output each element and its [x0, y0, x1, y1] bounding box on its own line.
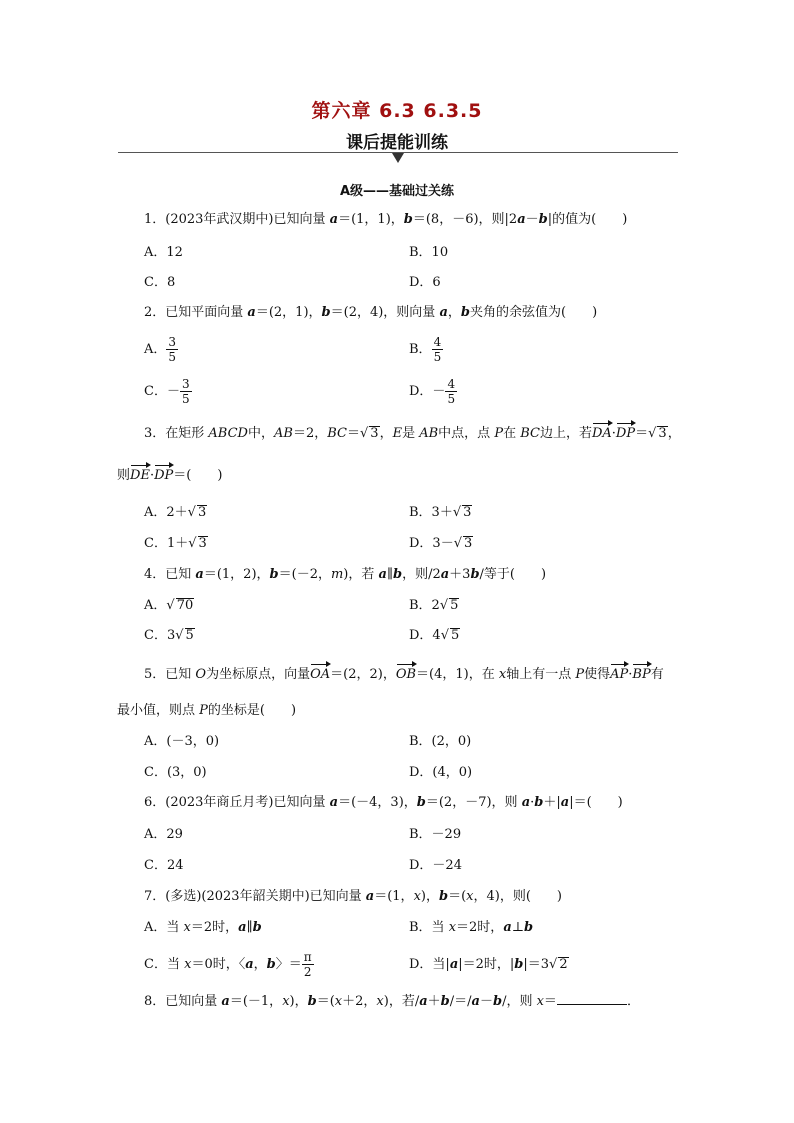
- question-1-option-c[interactable]: C．8: [144, 275, 176, 290]
- question-5-stem-continued: 最小值，则点 P的坐标是( ): [117, 703, 297, 718]
- question-8-stem: 8．已知向量 a＝(－1，x)，b＝(x＋2，x)，若/a＋b/＝/a－b/，则 x＝ ．: [144, 994, 640, 1009]
- question-6-option-d[interactable]: D．－24: [409, 858, 462, 873]
- divider-arrow-icon: [392, 153, 404, 163]
- question-4-option-d[interactable]: D．4√ 5: [409, 628, 460, 643]
- question-2-option-c[interactable]: C．－ $\frac{3}{5}$: [144, 377, 190, 406]
- fraction: $\frac{4}{5}$: [447, 377, 456, 406]
- question-2-stem: 2．已知平面向量 a＝(2，1)，b＝(2，4)，则向量 a，b夹角的余弦值为( ): [144, 305, 598, 320]
- question-4-option-a[interactable]: A．√ 70: [144, 598, 194, 613]
- question-3-stem: 3．在矩形 ABCD中，AB＝2，BC＝√ 3，E是 AB中点，点 P在 BC边上，若DA·DP＝√ 3，: [144, 426, 681, 441]
- question-7-option-a[interactable]: A．当 x＝2时，a∥b: [144, 920, 262, 935]
- question-2-option-d[interactable]: D．－ $\frac{4}{5}$: [409, 377, 456, 406]
- question-7-option-b[interactable]: B．当 x＝2时，a⊥b: [409, 920, 534, 935]
- question-1-stem: 1．(2023年武汉期中)已知向量 a＝(1，1)，b＝(8，－6)，则|2a－b|的值为( ): [144, 212, 628, 227]
- fraction: $\frac{3}{5}$: [181, 377, 190, 406]
- fraction: $\frac{4}{5}$: [433, 335, 442, 364]
- question-2-option-b[interactable]: B． $\frac{4}{5}$: [409, 335, 442, 364]
- question-3-stem-continued: 则DE·DP＝( ): [117, 468, 223, 483]
- question-6-stem: 6．(2023年商丘月考)已知向量 a＝(－4，3)，b＝(2，－7)，则 a·b＋|a|＝( ): [144, 795, 623, 810]
- fraction: $\frac{3}{5}$: [168, 335, 177, 364]
- question-7-stem: 7．(多选)(2023年韶关期中)已知向量 a＝(1，x)，b＝(x，4)，则( ): [144, 889, 562, 904]
- question-4-option-c[interactable]: C．3√ 5: [144, 628, 194, 643]
- section-heading: A级——基础过关练: [339, 184, 455, 199]
- answer-blank[interactable]: [557, 992, 627, 1005]
- question-1-option-d[interactable]: D．6: [409, 275, 441, 290]
- question-6-option-a[interactable]: A．29: [144, 827, 183, 842]
- question-1-option-a[interactable]: A．12: [144, 245, 183, 260]
- question-3-option-c[interactable]: C．1＋√ 3: [144, 536, 207, 551]
- question-3-option-a[interactable]: A．2＋√ 3: [144, 505, 207, 520]
- question-3-option-b[interactable]: B．3＋√ 3: [409, 505, 472, 520]
- question-1-option-b[interactable]: B．10: [409, 245, 449, 260]
- question-5-option-c[interactable]: C．(3，0): [144, 765, 207, 780]
- question-4-option-b[interactable]: B．2√ 5: [409, 598, 459, 613]
- question-7-option-d[interactable]: D．当|a|＝2时，|b|＝3√ 2: [409, 957, 568, 972]
- question-6-option-c[interactable]: C．24: [144, 858, 184, 873]
- fraction: $\frac{\pi}{2}$: [303, 950, 312, 979]
- question-5-stem: 5．已知 O为坐标原点，向量OA＝(2，2)，OB＝(4，1)，在 x轴上有一点 P使得AP·BP有: [144, 667, 664, 682]
- question-4-stem: 4．已知 a＝(1，2)，b＝(－2，m)，若 a∥b，则/2a＋3b/等于( ): [144, 567, 547, 582]
- question-7-option-c[interactable]: C．当 x＝0时，〈a，b〉＝ $\frac{\pi}{2}$: [144, 950, 312, 979]
- page-subtitle: 课后提能训练: [346, 133, 448, 153]
- question-3-option-d[interactable]: D．3－√ 3: [409, 536, 473, 551]
- question-5-option-b[interactable]: B．(2，0): [409, 734, 472, 749]
- question-5-option-a[interactable]: A．(－3，0): [144, 734, 220, 749]
- question-6-option-b[interactable]: B．－29: [409, 827, 462, 842]
- question-2-option-a[interactable]: A． $\frac{3}{5}$: [144, 335, 177, 364]
- chapter-title: 第六章 6.3 6.3.5: [311, 100, 483, 122]
- question-5-option-d[interactable]: D．(4，0): [409, 765, 473, 780]
